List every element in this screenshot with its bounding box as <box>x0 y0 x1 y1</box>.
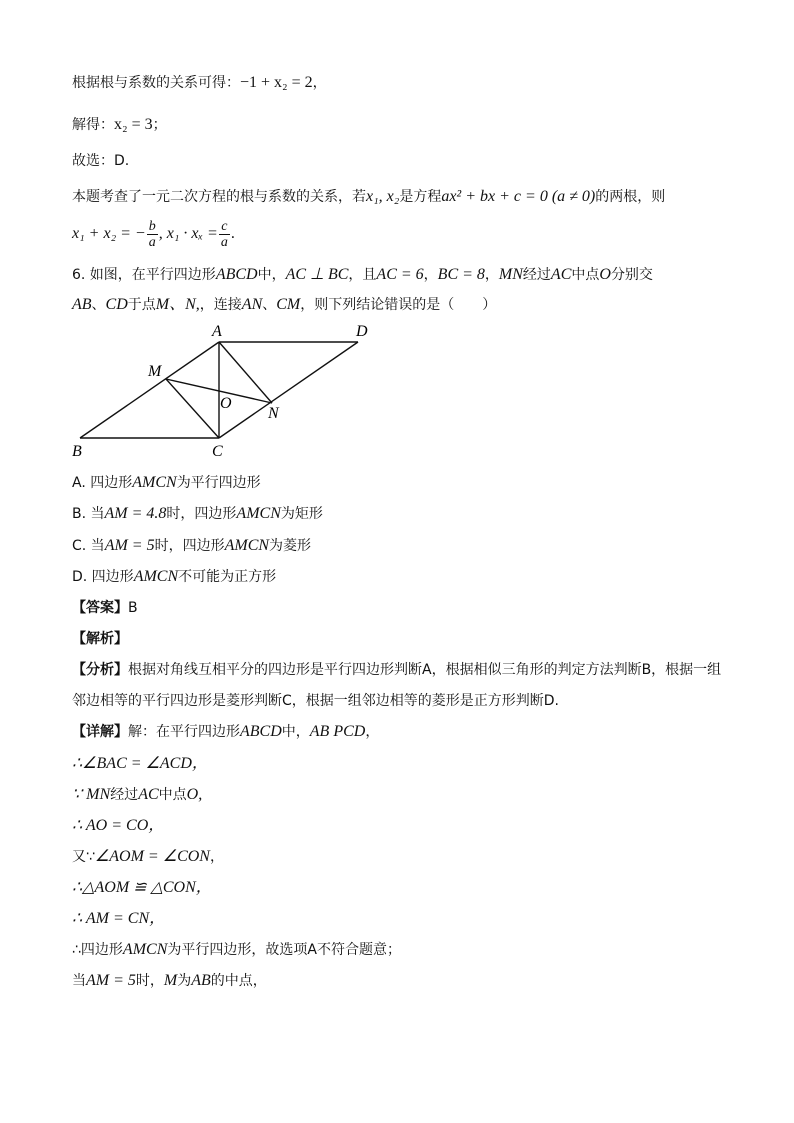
parallelogram-figure <box>60 318 380 468</box>
fraction-b-over-a <box>147 219 158 250</box>
text: ∴四边形 <box>72 942 123 958</box>
edge-AB <box>80 342 219 438</box>
quadratic-equation: ax² + bx + c = 0 (a ≠ 0) <box>441 188 596 205</box>
detail-line-4: ∴ AO = CO， <box>72 817 165 834</box>
math: CM <box>276 296 301 313</box>
text: ， <box>365 724 380 740</box>
text: 根据根与系数的关系可得： <box>72 75 240 91</box>
text: A. 四边形 <box>72 475 133 491</box>
math: ∠AOM = ∠CON <box>94 848 210 865</box>
text: 本题考查了一元二次方程的根与系数的关系，若 <box>72 189 366 205</box>
text: ， <box>209 849 224 865</box>
math: AM = 4.8 <box>104 505 167 522</box>
edge-DC <box>219 342 358 438</box>
fraction-c-over-a <box>219 219 230 250</box>
math: AMCN <box>224 537 270 554</box>
solution-line-1 <box>72 74 327 92</box>
denominator: a <box>220 234 228 250</box>
option-C <box>72 537 311 555</box>
equation: −1 + x₂ = 2 <box>240 74 313 91</box>
answer-label: 【答案】 <box>72 600 128 616</box>
solution-choice <box>72 152 129 170</box>
text: B. 当 <box>72 506 105 522</box>
text: ，连接 <box>199 297 242 313</box>
label-B: B <box>72 443 82 460</box>
math: M <box>163 972 178 989</box>
text: 根据对角线互相平分的四边形是平行四边形判断A，根据相似三角形的判定方法判断B，根据一组 <box>128 662 722 678</box>
math: O, <box>186 786 203 803</box>
detail-line-7: ∴ AM = CN， <box>72 910 166 927</box>
math: AM = 5 <box>104 537 155 554</box>
math: AMCN <box>132 474 177 491</box>
label-M: M <box>148 363 162 380</box>
vieta-formula <box>72 218 235 250</box>
text: 中， <box>257 267 286 283</box>
text: D. 四边形 <box>72 569 134 585</box>
text: 中点 <box>158 787 187 803</box>
math: BC = 8 <box>437 266 485 283</box>
label-A: A <box>212 323 222 340</box>
label-N: N <box>268 405 279 422</box>
math: AMCN <box>122 941 168 958</box>
denominator: a <box>148 234 156 250</box>
text: 故选：D. <box>72 153 130 169</box>
text: 时，四边形 <box>166 506 237 522</box>
text: 又∵ <box>72 849 95 865</box>
math: ABCD <box>215 266 258 283</box>
text: ， <box>423 267 438 283</box>
numerator: b <box>148 218 156 234</box>
text: 是方程 <box>399 189 442 205</box>
math: ABCD <box>240 723 282 740</box>
math: AMCN <box>133 568 179 585</box>
sum-lhs: x₁ + x₂ = − <box>72 225 146 242</box>
text: 的两根，则 <box>595 189 666 205</box>
text: 于点 <box>127 297 156 313</box>
option-D <box>72 568 276 586</box>
detail-line-3 <box>72 786 202 804</box>
punct: ， <box>312 75 327 91</box>
text: 不可能为正方形 <box>178 569 277 585</box>
math: MN <box>498 266 523 283</box>
text: 的中点， <box>210 973 267 989</box>
math: AC <box>138 786 159 803</box>
text: 中点 <box>571 267 600 283</box>
math: AC ⊥ BC <box>285 266 349 283</box>
text: 时，四边形 <box>154 538 225 554</box>
label-O: O <box>220 395 232 412</box>
text: 解得： <box>72 117 114 133</box>
detail-line-2: ∴∠BAC = ∠ACD， <box>72 755 208 772</box>
text: 中， <box>281 724 310 740</box>
segment-AN <box>219 342 272 403</box>
label-C: C <box>212 443 223 460</box>
text: 为菱形 <box>269 538 312 554</box>
text: 6. 如图，在平行四边形 <box>72 267 216 283</box>
text: 时， <box>135 973 164 989</box>
math: CD <box>105 296 128 313</box>
equation: x₂ = 3 <box>114 116 153 133</box>
math: AB PCD <box>309 723 366 740</box>
math: ∵ MN <box>72 786 111 803</box>
detail-line-6: ∴△AOM ≌ △CON， <box>72 879 212 896</box>
fenxi-label: 【分析】 <box>72 662 128 678</box>
detail-line-8 <box>72 941 401 959</box>
text: 为平行四边形，故选项A不符合题意； <box>167 942 401 958</box>
text: 、 <box>91 297 106 313</box>
detail-line-1 <box>72 723 379 741</box>
option-A <box>72 474 261 492</box>
math: AC <box>550 266 572 283</box>
option-B <box>72 505 323 523</box>
answer-line <box>72 599 138 617</box>
math: AMCN <box>236 505 281 522</box>
text: ，且 <box>348 267 377 283</box>
text: 为平行四边形 <box>176 475 261 491</box>
text: C. 当 <box>72 538 105 554</box>
detail-line-9 <box>72 972 267 990</box>
analysis-label: 【解析】 <box>72 631 128 647</box>
solution-line-2 <box>72 116 167 134</box>
label-D: D <box>356 323 368 340</box>
text: ，则下列结论错误的是（ ） <box>300 297 497 313</box>
detail-line-5 <box>72 848 224 866</box>
math: AB <box>72 296 92 313</box>
answer-value: B <box>128 600 138 616</box>
question-6-line-1 <box>72 266 653 284</box>
roots: x₁, x₂ <box>366 188 400 205</box>
punct: . <box>230 225 235 242</box>
text: 、 <box>262 297 277 313</box>
summary-line-1 <box>72 188 665 206</box>
text: 解：在平行四边形 <box>128 724 240 740</box>
text: 经过 <box>110 787 139 803</box>
math: O <box>599 266 611 283</box>
numerator: c <box>219 219 230 235</box>
analysis-heading <box>72 630 128 648</box>
text: 邻边相等的平行四边形是菱形判断C，根据一组邻边相等的菱形是正方形判断D. <box>72 693 560 709</box>
analysis-line-1 <box>72 661 721 679</box>
math: AC = 6 <box>376 266 424 283</box>
product-lhs: , x₁ · xₓ = <box>158 225 218 242</box>
math: AM = 5 <box>86 972 136 989</box>
punct: ； <box>152 117 167 133</box>
detail-label: 【详解】 <box>72 724 128 740</box>
text: 为矩形 <box>280 506 323 522</box>
text: ， <box>484 267 499 283</box>
math: AB <box>191 972 211 989</box>
question-6-line-2 <box>72 296 496 314</box>
text: 分别交 <box>610 267 653 283</box>
segment-CM <box>166 379 219 438</box>
text: 经过 <box>522 267 551 283</box>
math: M、N, <box>155 296 200 313</box>
text: 当 <box>72 973 86 989</box>
math: AN <box>241 296 263 313</box>
analysis-line-2 <box>72 692 559 710</box>
text: 为 <box>177 973 192 989</box>
